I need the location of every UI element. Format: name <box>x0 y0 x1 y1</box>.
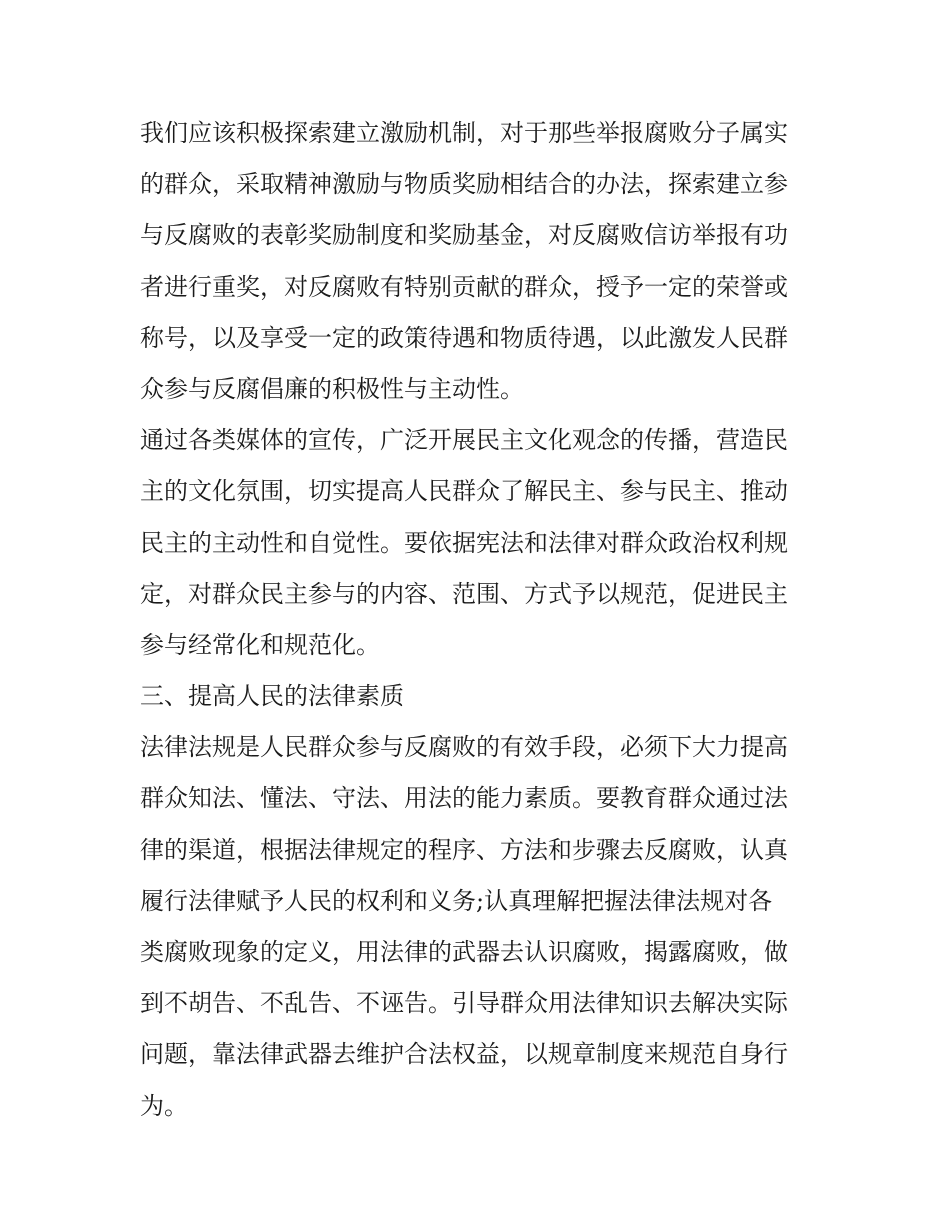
document-body <box>140 108 820 1132</box>
text-line: 称号，以及享受一定的政策待遇和物质待遇，以此激发人民群 <box>140 323 788 352</box>
text-line: 群众知法、懂法、守法、用法的能力素质。要教育群众通过法 <box>140 784 788 813</box>
text-line: 履行法律赋予人民的权利和义务;认真理解把握法律法规对各 <box>140 886 773 915</box>
text-line: 律的渠道，根据法律规定的程序、方法和步骤去反腐败，认真 <box>140 835 788 864</box>
text-line: 的群众，采取精神激励与物质奖励相结合的办法，探索建立参 <box>140 170 788 199</box>
text-line: 众参与反腐倡廉的积极性与主动性。 <box>140 374 524 403</box>
paragraph-incentive-mechanism <box>140 108 820 415</box>
text-line: 问题，靠法律武器去维护合法权益，以规章制度来规范自身行 <box>140 1040 788 1069</box>
text-line: 我们应该积极探索建立激励机制，对于那些举报腐败分子属实 <box>140 119 788 147</box>
text-line: 到不胡告、不乱告、不诬告。引导群众用法律知识去解决实际 <box>140 989 788 1018</box>
text-line: 法律法规是人民群众参与反腐败的有效手段，必须下大力提高 <box>140 733 788 762</box>
text-line: 者进行重奖，对反腐败有特别贡献的群众，授予一定的荣誉或 <box>140 272 788 301</box>
text-line: 通过各类媒体的宣传，广泛开展民主文化观念的传播，营造民 <box>140 426 788 455</box>
section-heading-text: 三、提高人民的法律素质 <box>140 682 404 711</box>
text-line: 为。 <box>140 1091 188 1120</box>
section-heading <box>140 671 820 722</box>
paragraph-legal-quality <box>140 722 820 1132</box>
text-line: 与反腐败的表彰奖励制度和奖励基金，对反腐败信访举报有功 <box>140 221 788 250</box>
paragraph-democratic-culture <box>140 415 820 671</box>
text-line: 主的文化氛围，切实提高人民群众了解民主、参与民主、推动 <box>140 477 788 506</box>
text-line: 类腐败现象的定义，用法律的武器去认识腐败，揭露腐败，做 <box>140 938 788 966</box>
text-line: 民主的主动性和自觉性。要依据宪法和法律对群众政治权利规 <box>140 528 788 557</box>
text-line: 参与经常化和规范化。 <box>140 630 380 659</box>
text-line: 定，对群众民主参与的内容、范围、方式予以规范，促进民主 <box>140 579 788 608</box>
